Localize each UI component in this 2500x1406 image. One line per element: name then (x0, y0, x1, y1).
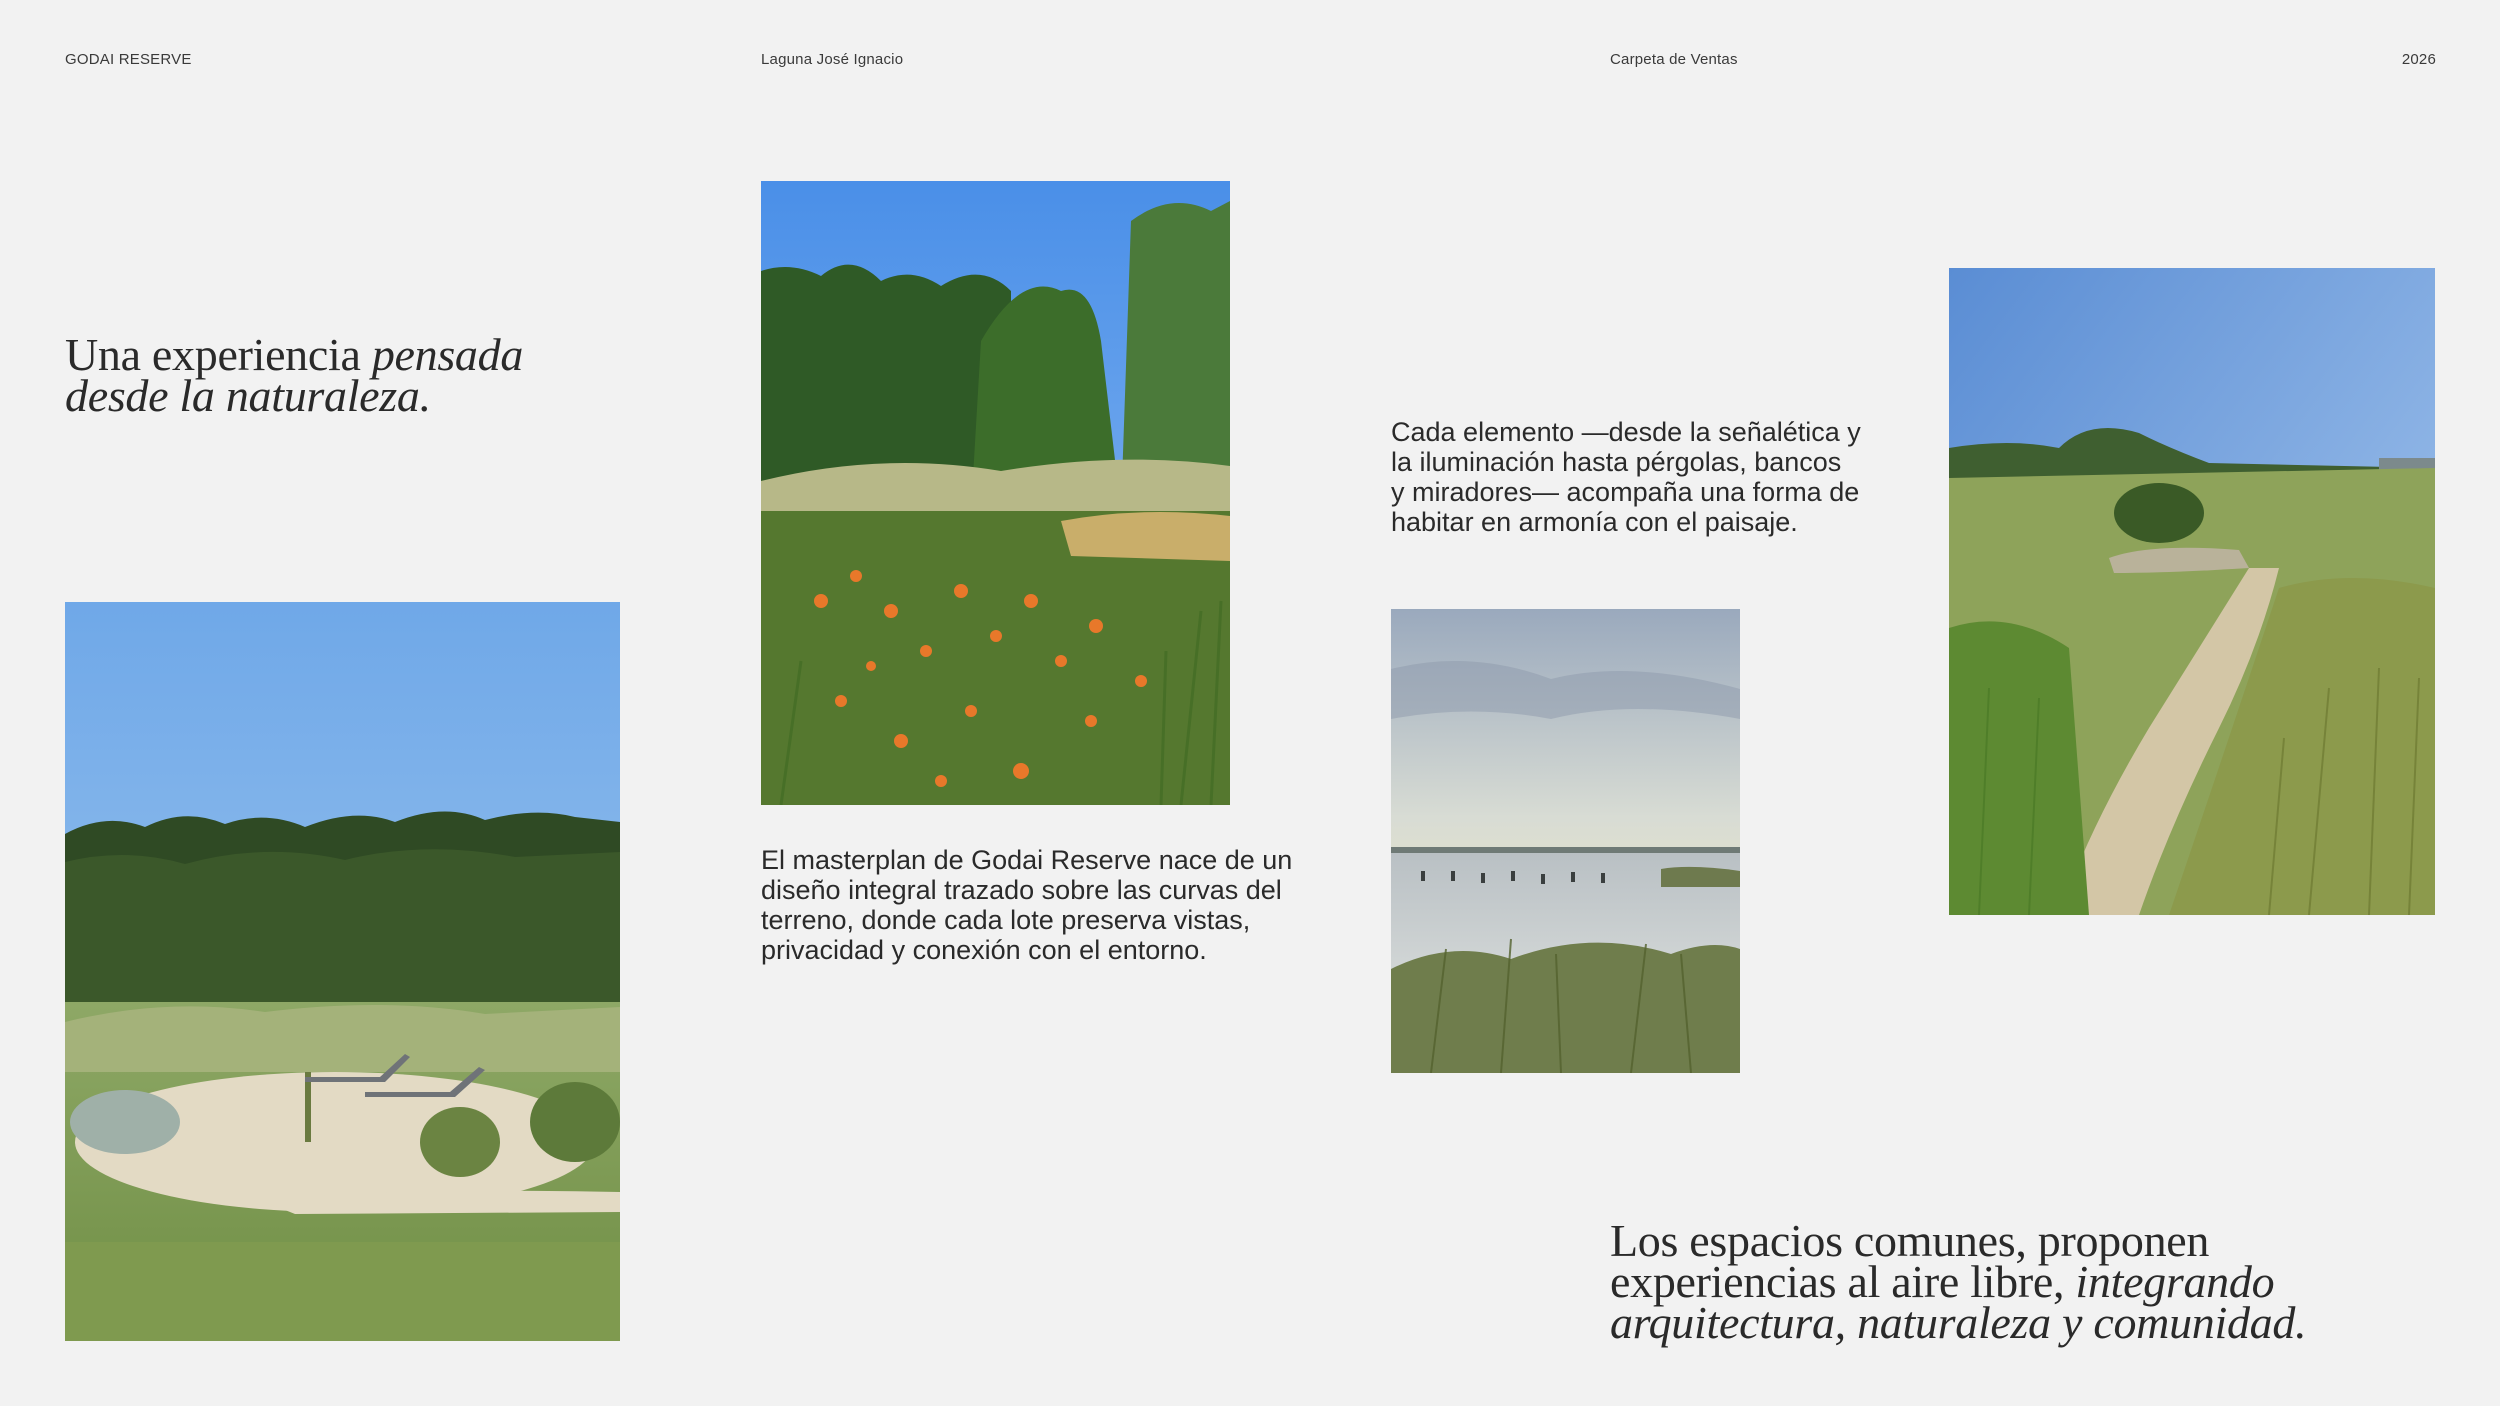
heading-common-spaces-line1: Los espacios comunes, proponen (1610, 1215, 2210, 1266)
photo-path-grasses (1949, 268, 2435, 915)
header-document: Carpeta de Ventas (1610, 51, 1738, 68)
heading-experience-italic: pensada (371, 329, 524, 380)
photo-beach-loungers (65, 602, 620, 1341)
heading-common-spaces (1610, 1215, 2307, 1348)
paragraph-elements-line: Cada elemento —desde la señalética y (1391, 417, 1861, 447)
paragraph-elements-line: y miradores— acompaña una forma de (1391, 477, 1860, 507)
header-year: 2026 (2401, 51, 2436, 68)
heading-common-spaces-plain: experiencias al aire libre, (1610, 1256, 2076, 1307)
paragraph-masterplan (761, 845, 1292, 965)
header-brand: GODAI RESERVE (65, 51, 192, 68)
header-location: Laguna José Ignacio (761, 51, 904, 68)
paragraph-masterplan-line: diseño integral trazado sobre las curvas del (761, 875, 1282, 905)
paragraph-elements (1391, 417, 1861, 537)
paragraph-masterplan-line: El masterplan de Godai Reserve nace de un (761, 845, 1293, 875)
paragraph-elements-line: habitar en armonía con el paisaje. (1391, 507, 1798, 537)
heading-experience (65, 329, 524, 421)
paragraph-masterplan-line: privacidad y conexión con el entorno. (761, 935, 1207, 965)
paragraph-elements-line: la iluminación hasta pérgolas, bancos (1391, 447, 1842, 477)
heading-experience-line2: desde la naturaleza. (65, 370, 431, 421)
photo-garden-flowers (761, 181, 1230, 805)
heading-common-spaces-italic: integrando (2075, 1256, 2275, 1307)
paragraph-masterplan-line: terreno, donde cada lote preserva vistas, (761, 905, 1251, 935)
heading-common-spaces-line3: arquitectura, naturaleza y comunidad. (1610, 1297, 2307, 1348)
heading-experience-plain: Una experiencia (65, 329, 372, 380)
photo-lagoon-flamingos (1391, 609, 1740, 1073)
